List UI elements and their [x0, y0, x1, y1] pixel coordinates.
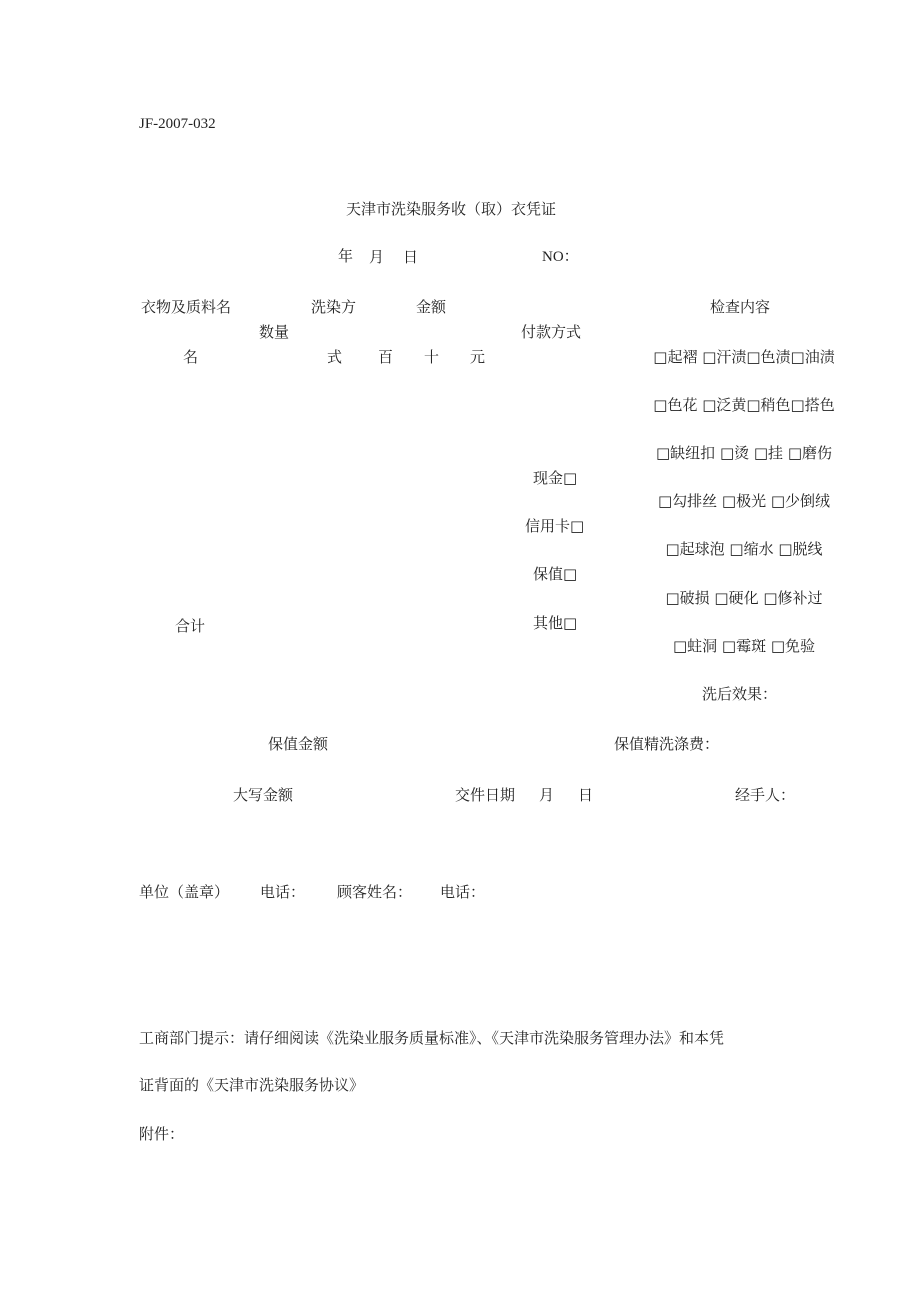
customer-phone-label: 电话：: [440, 883, 486, 901]
insured-fee-label: 保值精洗涤费：: [614, 735, 720, 753]
payment-option-cash[interactable]: 现金□: [533, 469, 578, 487]
header-item-name-cont: 名: [183, 348, 199, 366]
document-code: JF-2007-032: [139, 116, 216, 132]
delivery-day-label: 日: [578, 786, 594, 804]
header-quantity: 数量: [259, 323, 290, 341]
inspection-row[interactable]: □色花 □泛黄□稍色□搭色: [653, 396, 835, 414]
header-inspection: 检查内容: [710, 298, 771, 316]
date-day-label: 日: [403, 248, 419, 266]
delivery-month-label: 月: [539, 786, 555, 804]
inspection-row[interactable]: □起褶 □汗渍□色渍□油渍: [653, 348, 835, 366]
notice-line-1: 工商部门提示：请仔细阅读《洗染业服务质量标准》、《天津市洗染服务管理办法》和本凭: [139, 1029, 725, 1047]
delivery-date-label: 交件日期: [455, 786, 516, 804]
header-item-name: 衣物及质料名: [141, 298, 232, 316]
attachment-label: 附件：: [139, 1125, 185, 1143]
unit-phone-label: 电话：: [260, 883, 306, 901]
payment-option-insured[interactable]: 保值□: [533, 565, 578, 583]
unit-stamp-label: 单位（盖章）: [139, 883, 230, 901]
date-year-label: 年: [338, 249, 354, 265]
page-title: 天津市洗染服务收（取）衣凭证: [346, 200, 557, 218]
header-amount-ten: 十: [424, 348, 440, 366]
wash-effect-label: 洗后效果：: [702, 685, 778, 703]
payment-option-other[interactable]: 其他□: [533, 614, 578, 632]
inspection-row[interactable]: □起球泡 □缩水 □脱线: [665, 540, 823, 558]
insured-amount-label: 保值金额: [268, 735, 329, 753]
header-amount-yuan: 元: [470, 348, 486, 366]
inspection-row[interactable]: □蛀洞 □霉斑 □免验: [672, 637, 816, 655]
inspection-row[interactable]: □缺纽扣 □烫 □挂 □磨伤: [656, 444, 832, 462]
header-method: 洗染方: [311, 298, 357, 316]
total-label: 合计: [175, 617, 206, 635]
header-amount-hundred: 百: [378, 348, 394, 366]
header-payment: 付款方式: [521, 323, 582, 341]
header-method-cont: 式: [327, 348, 343, 366]
capital-amount-label: 大写金额: [233, 786, 294, 804]
payment-option-credit-card[interactable]: 信用卡□: [525, 517, 585, 535]
notice-line-2: 证背面的《天津市洗染服务协议》: [139, 1076, 365, 1094]
handler-label: 经手人：: [735, 786, 796, 804]
customer-name-label: 顾客姓名：: [337, 883, 413, 901]
number-label: NO：: [542, 249, 579, 265]
inspection-row[interactable]: □破损 □硬化 □修补过: [665, 589, 823, 607]
date-month-label: 月: [369, 248, 385, 266]
inspection-row[interactable]: □勾排丝 □极光 □少倒绒: [657, 492, 831, 510]
header-amount: 金额: [416, 298, 447, 316]
